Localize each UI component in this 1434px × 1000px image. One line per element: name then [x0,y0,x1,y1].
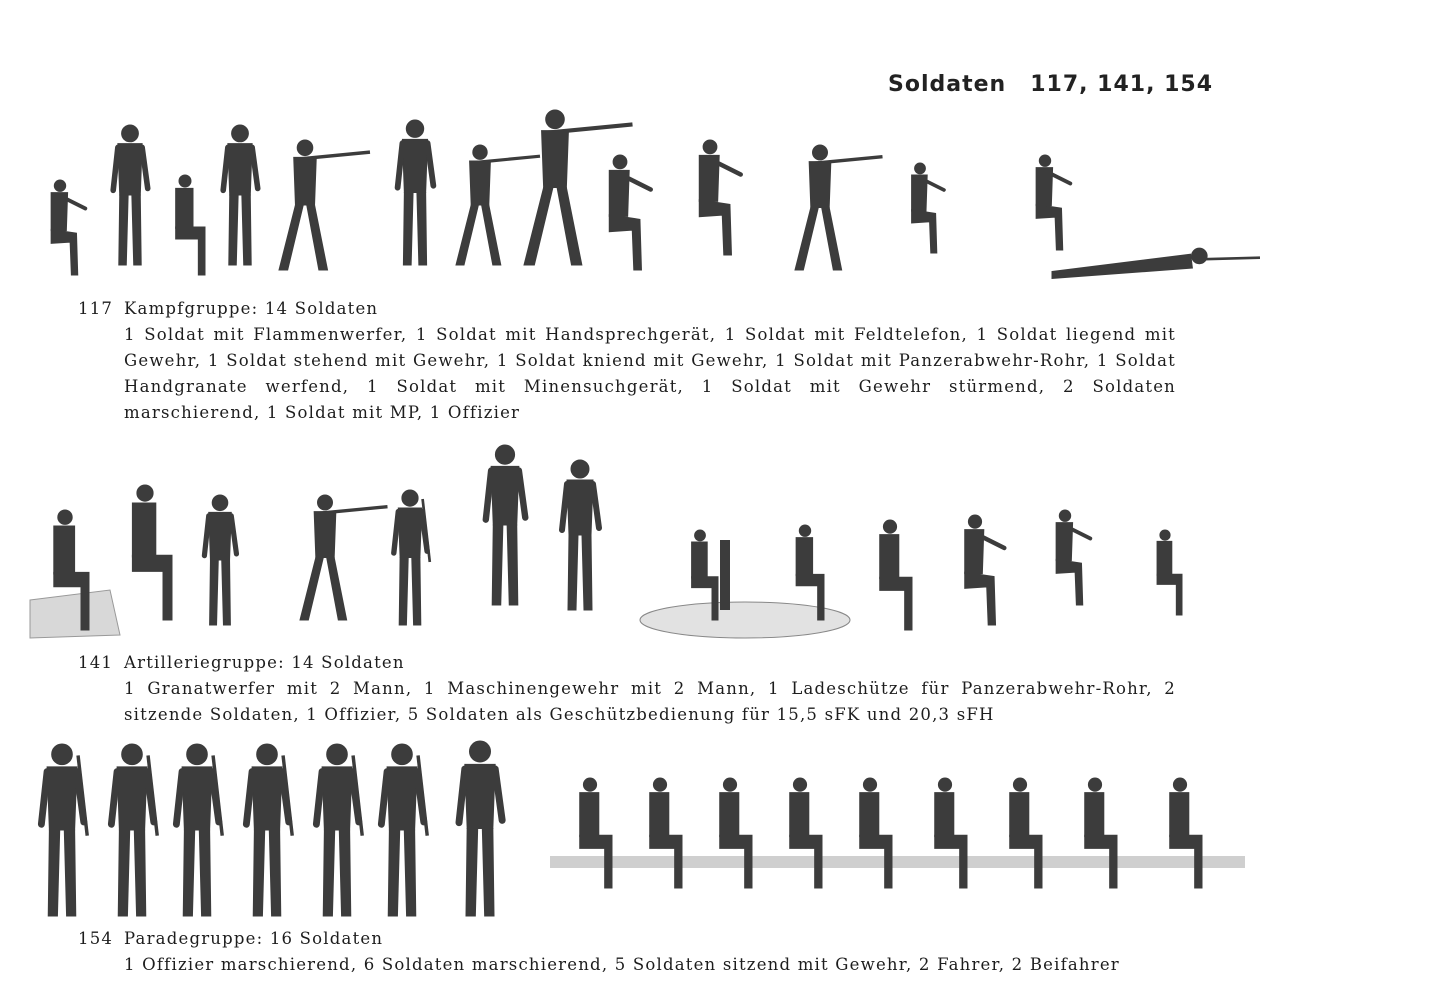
soldier-141-figure [880,520,912,630]
figures-154-svg [20,738,1260,923]
soldier-117-figure [699,140,740,255]
set-117-name: Kampfgruppe: [124,299,259,318]
soldier-141-figure [300,495,388,620]
mortar-tube [720,540,730,610]
set-117-number: 117 [78,299,114,318]
soldier-141-figure [204,495,236,625]
soldier-117-figure [223,125,258,265]
set-141-description: 1 Granatwerfer mit 2 Mann, 1 Maschinengewehr mit 2 Mann, 1 Ladeschütze für Panzerabwehr-Rohr, 2 sitzende Soldaten, 1 Offizier, 5 Soldaten als Geschützbedienung für 15,5 sFK und 20,3 sFH [124,679,1176,724]
set-141-number: 141 [78,653,114,672]
soldier-117-figure [912,163,944,253]
set-141-count: 14 Soldaten [291,653,405,672]
soldier-117-figure [176,175,205,275]
seated-154-figure [720,778,752,888]
figures-141-svg [20,440,1260,645]
seated-154-figure [580,778,612,888]
seated-154-figure [790,778,822,888]
soldier-141-figure [562,460,599,610]
set-154-heading [78,926,1180,952]
seated-154-figure [935,778,967,888]
soldier-154-figure [381,744,427,916]
seated-154-figure [1170,778,1202,888]
set-141-name: Artilleriegruppe: [124,653,285,672]
page-title [888,72,1213,97]
set-117-heading [78,296,1176,322]
seated-154-figure [1085,778,1117,888]
set-154-name: Paradegruppe: [124,929,264,948]
set-141-heading [78,650,1176,676]
soldier-154-figure [111,744,157,916]
title-numbers: 117, 141, 154 [1030,72,1214,97]
soldier-141-figure [394,490,430,625]
set-117-count: 14 Soldaten [264,299,379,318]
set-154-description: 1 Offizier marschierend, 6 Soldaten marschierend, 5 Soldaten sitzend mit Gewehr, 2 Fahrer, 2 Beifahrer [124,955,1120,974]
soldier-154-figure [41,744,87,916]
soldier-117-figure [1052,248,1260,278]
seated-154-figure [860,778,892,888]
figures-117-photo [20,105,1260,285]
soldier-117-figure [1036,155,1070,250]
bench-base [30,590,120,638]
soldier-141-figure [1157,530,1182,615]
soldier-117-figure [456,145,540,265]
soldier-117-figure [51,180,85,275]
soldier-154-figure [176,744,222,916]
set-141 [78,650,1176,728]
figures-154-photo [20,738,1260,923]
seated-154-figure [650,778,682,888]
soldier-117-figure [609,155,650,270]
soldier-141-figure [965,515,1005,625]
soldier-117-figure [113,125,148,265]
title-text: Soldaten [888,72,1007,97]
soldier-154-figure [246,744,292,916]
figures-141-photo [20,440,1260,645]
seated-154-figure [1010,778,1042,888]
set-154-number: 154 [78,929,114,948]
officer-154-figure [459,741,502,916]
soldier-141-figure [486,445,525,605]
soldier-141-figure [1056,510,1090,605]
soldier-117-figure [398,120,434,265]
soldier-154-figure [316,744,362,916]
soldier-117-figure [795,145,883,270]
set-117-description: 1 Soldat mit Flammenwerfer, 1 Soldat mit Handsprechgerät, 1 Soldat mit Feldtelefon, 1 Soldat liegend mit Gewehr, 1 Soldat stehend mit Gewehr, 1 Soldat kniend mit Gewehr, 1 Soldat mit Panzerabwehr-Rohr, 1 Soldat Handgranate werfend, 1 Soldat mit Minensuchgerät, 1 Soldat mit Gewehr stürmend, 2 Soldaten marschierend, 1 Soldat mit MP, 1 Offizier [124,325,1176,422]
set-117 [78,296,1176,426]
bench-rail [550,856,1245,868]
soldier-141-figure [132,485,172,620]
set-154-count: 16 Soldaten [269,929,384,948]
set-154 [78,926,1180,978]
figures-117-svg [20,105,1260,285]
soldier-117-figure [279,140,370,270]
